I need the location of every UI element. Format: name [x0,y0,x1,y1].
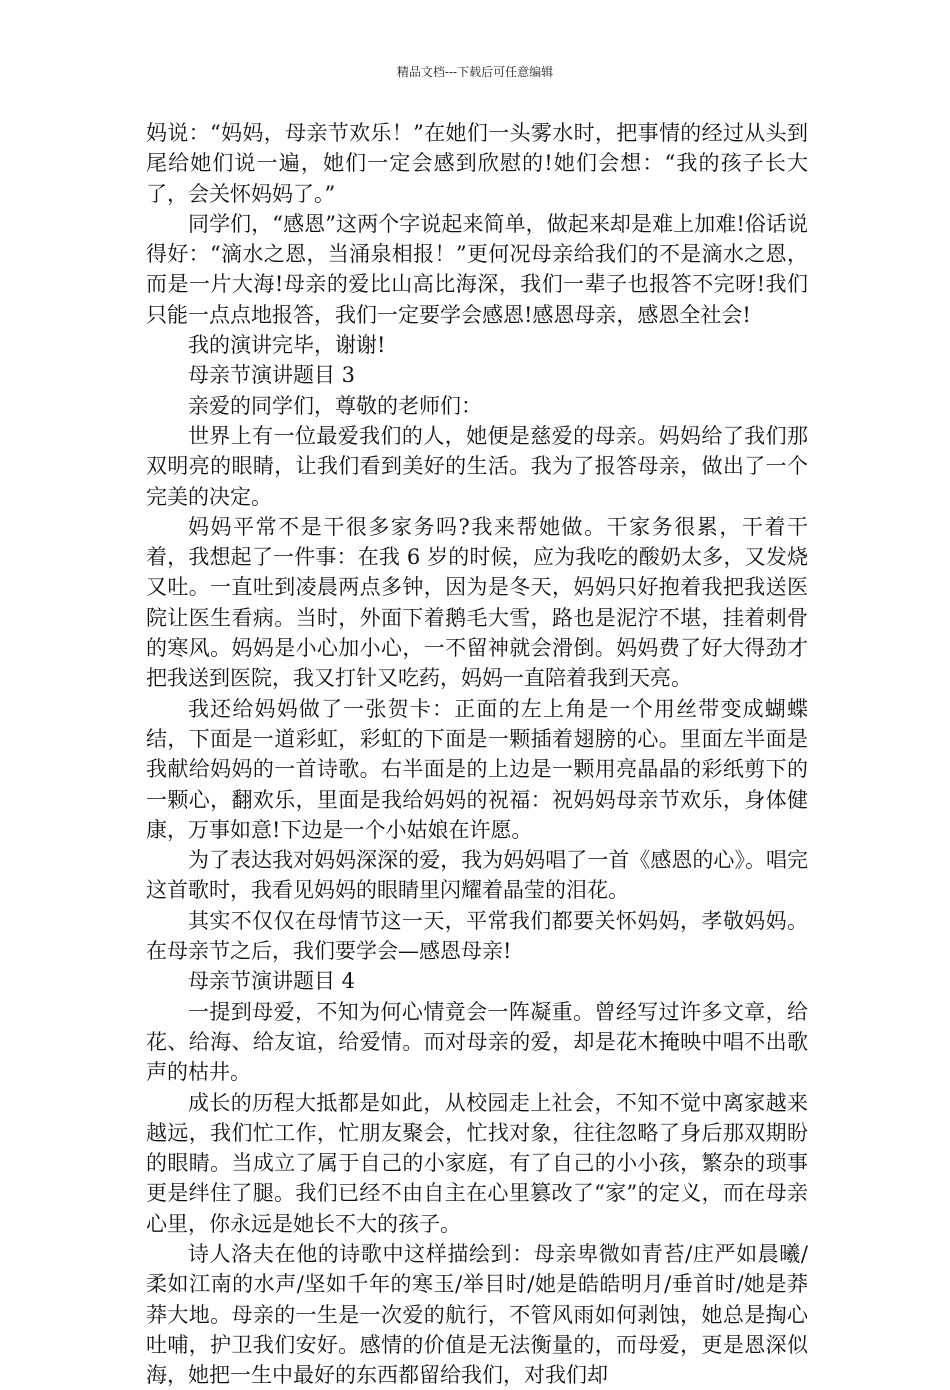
page-header: 精品文档---下载后可任意编辑 [396,65,554,79]
paragraph-7: 妈妈平常不是干很多家务吗?我来帮她做。干家务很累，干着干着，我想起了一件事：在我 6 岁的时候，应为我吃的酸奶太多，又发烧又吐。一直吐到凌晨两点多钟，因为是冬天，妈妈只好抱着我把我送医院让医生看病。当时，外面下着鹅毛大雪，路也是泥泞不堪，挂着刺骨的寒风。妈妈是小心加小心，一不留神就会滑倒。妈妈费了好大得劲才把我送到医院，我又打针又吃药，妈妈一直陪着我到天亮。 [146,514,808,691]
paragraph-10: 其实不仅仅在母情节这一天，平常我们都要关怀妈妈，孝敬妈妈。在母亲节之后，我们要学会—感恩母亲! [146,908,808,964]
paragraph-14: 诗人洛夫在他的诗歌中这样描绘到：母亲卑微如青苔/庄严如晨曦/柔如江南的水声/坚如千年的寒玉/举目时/她是皓皓明月/垂首时/她是莽莽大地。母亲的一生是一次爱的航行，不管风雨如何剥蚀，她总是掏心吐哺，护卫我们安好。感情的价值是无法衡量的，而母爱，更是恩深似海，她把一生中最好的东西都留给我们，对我们却 [146,1241,808,1388]
paragraph-6: 世界上有一位最爱我们的人，她便是慈爱的母亲。妈妈给了我们那双明亮的眼睛，让我们看到美好的生活。我为了报答母亲，做出了一个完美的决定。 [146,423,808,509]
paragraph-12: 一提到母爱，不知为何心情竟会一阵凝重。曾经写过许多文章，给花、给海、给友谊，给爱情。而对母亲的爱，却是花木掩映中唱不出歌声的枯井。 [146,999,808,1085]
paragraph-1: 妈说：“妈妈，母亲节欢乐！”在她们一头雾水时，把事情的经过从头到尾给她们说一遍，她们一定会感到欣慰的!她们会想：“我的孩子长大了，会关怀妈妈了。” [146,121,808,206]
paragraph-9: 为了表达我对妈妈深深的爱，我为妈妈唱了一首《感恩的心》。唱完这首歌时，我看见妈妈的眼睛里闪耀着晶莹的泪花。 [146,848,808,903]
paragraph-3: 我的演讲完毕，谢谢! [188,333,386,358]
section-heading-3: 母亲节演讲题目 3 [188,363,356,388]
paragraph-13: 成长的历程大抵都是如此，从校园走上社会，不知不觉中离家越来越远，我们忙工作，忙朋友聚会，忙找对象，往往忽略了身后那双期盼的眼睛。当成立了属于自己的小家庭，有了自己的小小孩，繁杂的琐事更是绊住了腿。我们已经不由自主在心里篡改了“家”的定义，而在母亲心里，你永远是她长不大的孩子。 [146,1090,808,1236]
document-body [146,118,808,1390]
salutation: 亲爱的同学们，尊敬的老师们： [188,393,482,418]
paragraph-8: 我还给妈妈做了一张贺卡：正面的左上角是一个用丝带变成蝴蝶结，下面是一道彩虹，彩虹的下面是一颗插着翅膀的心。里面左半面是我献给妈妈的一首诗歌。右半面是的上边是一颗用亮晶晶的彩纸剪下的一颗心，翻欢乐，里面是我给妈妈的祝福：祝妈妈母亲节欢乐，身体健康，万事如意!下边是一个小姑娘在许愿。 [146,696,808,842]
paragraph-2: 同学们，“感恩”这两个字说起来简单，做起来却是难上加难!俗话说得好：“滴水之恩，当涌泉相报！”更何况母亲给我们的不是滴水之恩，而是一片大海!母亲的爱比山高比海深，我们一辈子也报答不完呀!我们只能一点点地报答，我们一定要学会感恩!感恩母亲，感恩全社会! [146,211,808,327]
section-heading-4: 母亲节演讲题目 4 [188,969,356,994]
